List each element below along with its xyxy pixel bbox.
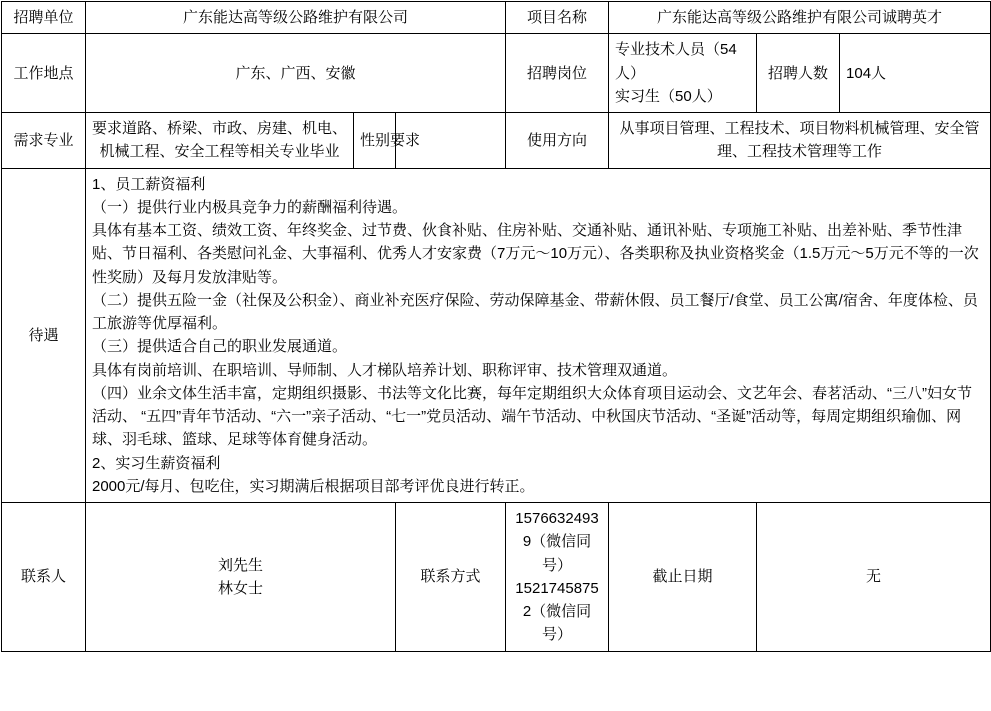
label-project-name: 项目名称 [506,2,609,34]
benefits-paragraph: 2、实习生薪资福利 [92,454,221,472]
position-line-1: 专业技术人员（54人） [615,41,737,82]
label-work-location: 工作地点 [2,34,86,113]
table-row [2,503,991,652]
label-contact-person: 联系人 [2,503,86,652]
value-employer: 广东能达高等级公路维护有限公司 [86,2,506,34]
label-benefits: 待遇 [2,168,86,503]
value-headcount: 104人 [840,34,991,113]
benefits-paragraph: 具体有基本工资、绩效工资、年终奖金、过节费、伙食补贴、住房补贴、交通补贴、通讯补贴、专项施工补贴、出差补贴、季节性津贴、节日福利、各类慰问礼金、大事福利、优秀人才安家费（7万元～10万元）、各类职称及执业资格奖金（1.5万元～5万元不等的一次性奖励）及每月发放津贴等。 [92,222,979,286]
label-headcount: 招聘人数 [757,34,840,113]
benefits-paragraph: 2000元/每月、包吃住，实习期满后根据项目部考评优良进行转正。 [92,477,535,495]
label-major-required: 需求专业 [2,113,86,169]
recruitment-info-table [1,1,991,652]
table-row [2,34,991,113]
value-usage-direction: 从事项目管理、工程技术、项目物料机械管理、安全管理、工程技术管理等工作 [609,113,991,169]
value-work-location: 广东、广西、安徽 [86,34,506,113]
value-position [609,34,757,113]
table-row [2,2,991,34]
benefits-paragraph: （一）提供行业内极具竞争力的薪酬福利待遇。 [92,198,408,216]
label-employer: 招聘单位 [2,2,86,34]
value-benefits [86,168,991,503]
value-project-name: 广东能达高等级公路维护有限公司诚聘英才 [609,2,991,34]
benefits-paragraph: （三）提供适合自己的职业发展通道。 [92,338,348,356]
value-contact-method [506,503,609,652]
value-major-required: 要求道路、桥梁、市政、房建、机电、机械工程、安全工程等相关专业毕业 [86,113,354,169]
benefits-paragraph: 1、员工薪资福利 [92,175,206,193]
value-deadline: 无 [757,503,991,652]
label-gender-requirement: 性别要求 [354,113,396,169]
benefits-paragraph: 具体有岗前培训、在职培训、导师制、人才梯队培养计划、职称评审、技术管理双通道。 [92,361,678,379]
label-position: 招聘岗位 [506,34,609,113]
benefits-paragraph: （二）提供五险一金（社保及公积金）、商业补充医疗保险、劳动保障基金、带薪休假、员工餐厅/食堂、员工公寓/宿舍、年度体检、员工旅游等优厚福利。 [92,291,978,332]
table-row [2,168,991,503]
label-deadline: 截止日期 [609,503,757,652]
contact-phone-2: 15217458752（微信同号） [515,579,599,644]
table-row [2,113,991,169]
position-line-2: 实习生（50人） [615,87,722,105]
benefits-paragraph: （四）业余文体生活丰富，定期组织摄影、书法等文化比赛，每年定期组织大众体育项目运动会、文艺年会、春茗活动、“三八”妇女节活动、 “五四”青年节活动、“六一”亲子活动、“七一”党员活动、端午节活动、中秋国庆节活动、“圣诞”活动等，每周定期组织瑜伽、网球、羽毛球、篮球、足球等体育健身活动。 [92,384,972,449]
label-contact-method: 联系方式 [396,503,506,652]
contact-name-1: 刘先生 [217,556,263,574]
value-contact-person [86,503,396,652]
label-usage-direction: 使用方向 [506,113,609,169]
contact-phone-1: 15766324939（微信同号） [515,510,599,574]
contact-name-2: 林女士 [217,579,263,597]
